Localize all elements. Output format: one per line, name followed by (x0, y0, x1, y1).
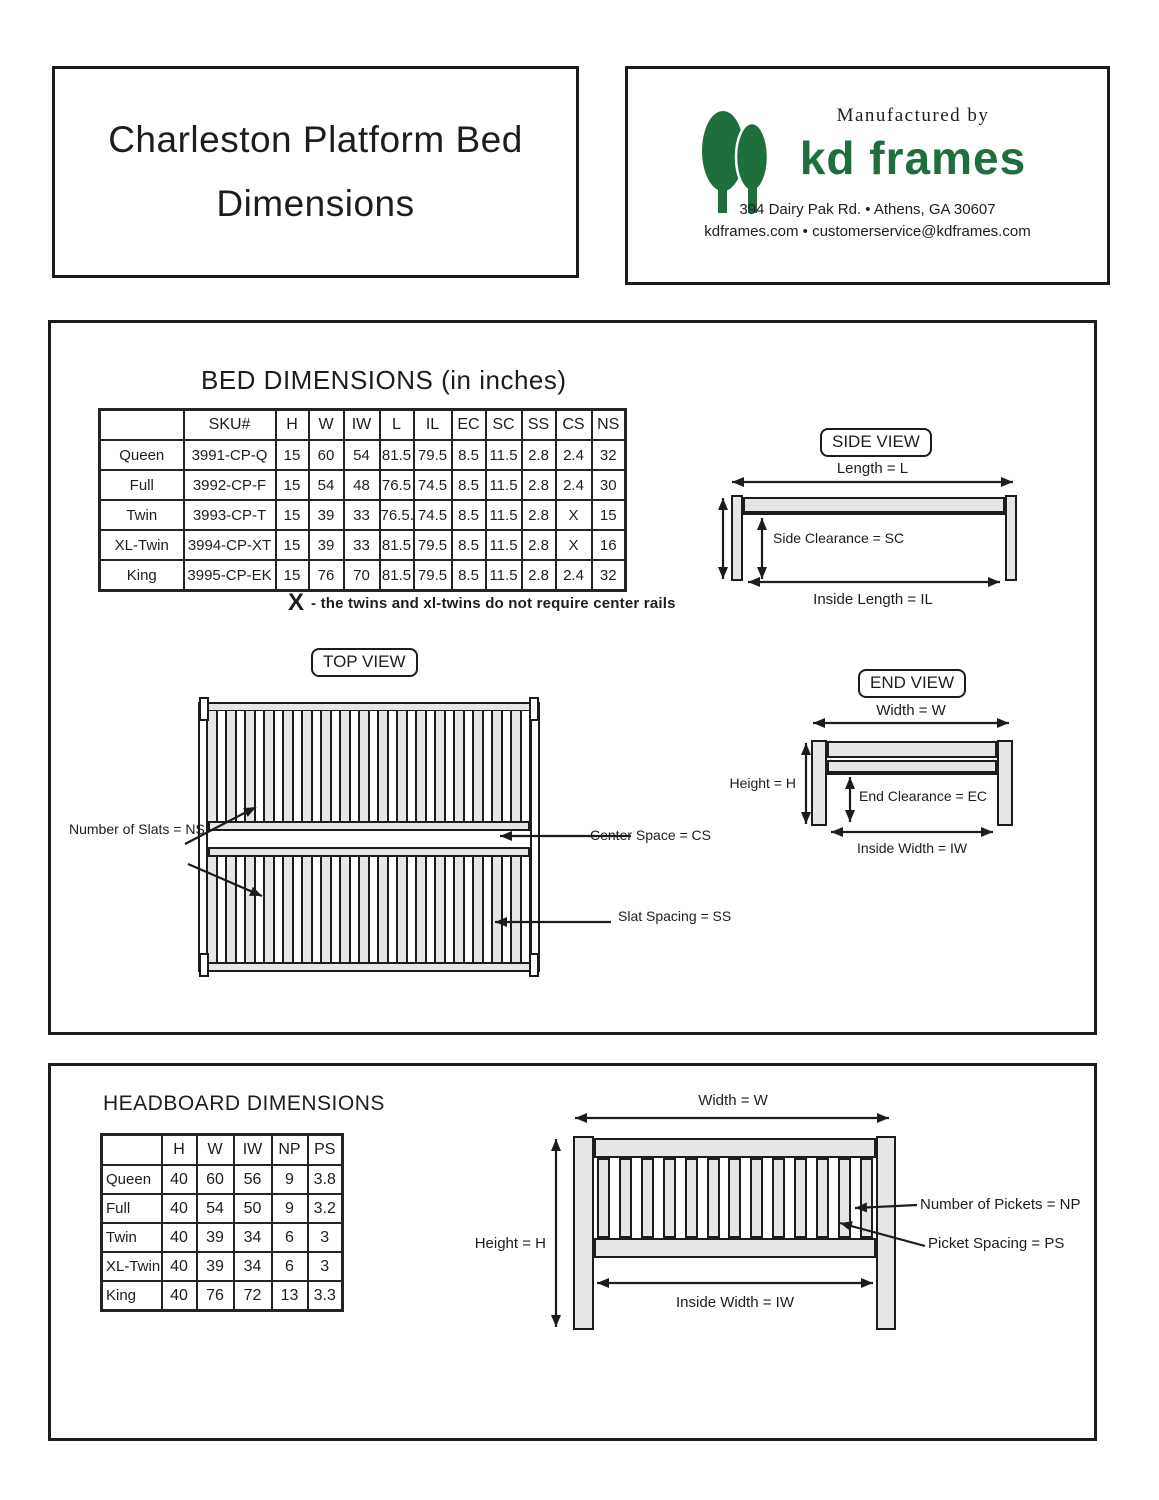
slat-gap (227, 857, 235, 962)
slat-gap (398, 711, 406, 821)
table-cell: 8.5 (452, 500, 486, 530)
table-cell: 8.5 (452, 470, 486, 500)
slat-gap (417, 857, 425, 962)
table-row (100, 560, 626, 591)
note-x-symbol: X (288, 589, 305, 616)
side-view-left-leg (731, 495, 743, 581)
column-header (100, 410, 184, 441)
slat (444, 711, 455, 821)
table-cell: 76.5. (380, 500, 414, 530)
slat (311, 711, 322, 821)
slat-gap (474, 857, 482, 962)
side-view-label: SIDE VIEW (820, 428, 932, 457)
column-header: CS (556, 410, 592, 441)
slat-gap (227, 711, 235, 821)
slat (273, 711, 284, 821)
table-cell: 39 (309, 500, 344, 530)
table-cell: 3.3 (308, 1281, 343, 1311)
table-cell: 15 (592, 500, 626, 530)
table-cell: 39 (197, 1223, 234, 1252)
manufactured-by-text: Manufactured by (836, 105, 990, 126)
top-view-right-rail (530, 702, 540, 972)
column-header: L (380, 410, 414, 441)
slat-gap (436, 857, 444, 962)
slat-gap (341, 857, 349, 962)
table-cell: 39 (309, 530, 344, 560)
length-label: Length = L (836, 460, 909, 477)
slat (368, 857, 379, 962)
slat (444, 857, 455, 962)
bed-section-title: BED DIMENSIONS (in inches) (201, 365, 567, 395)
slat (292, 857, 303, 962)
table-cell: 11.5 (486, 530, 522, 560)
table-cell: 39 (197, 1252, 234, 1281)
top-view-diagram (198, 698, 540, 976)
table-cell: 54 (309, 470, 344, 500)
slat (406, 857, 417, 962)
slat (216, 711, 227, 821)
table-cell: 6 (272, 1223, 308, 1252)
header-row (102, 1135, 343, 1166)
table-cell: 15 (276, 500, 309, 530)
slat (520, 711, 530, 821)
table-cell: 15 (276, 530, 309, 560)
slat (463, 857, 474, 962)
slat-gap (379, 711, 387, 821)
column-header: H (276, 410, 309, 441)
end-view-right-leg (997, 740, 1013, 826)
top-view-corner-post (199, 697, 209, 721)
table-cell: 56 (234, 1165, 272, 1194)
headboard-height-label: Height = H (474, 1235, 546, 1252)
slat (425, 711, 436, 821)
end-view-left-leg (811, 740, 827, 826)
slat-gap (246, 711, 254, 821)
table-cell: 3993-CP-T (184, 500, 276, 530)
table-cell: 3991-CP-Q (184, 440, 276, 470)
slat (216, 857, 227, 962)
end-view-top-rail (827, 741, 997, 758)
picket (794, 1158, 807, 1238)
table-cell: 74.5 (414, 470, 452, 500)
row-label: King (100, 560, 184, 591)
center-space-label: Center Space = CS (590, 827, 712, 843)
slat-gap (284, 857, 292, 962)
slat (425, 857, 436, 962)
slat (387, 711, 398, 821)
column-header: SC (486, 410, 522, 441)
headboard-top-rail (594, 1138, 876, 1158)
slat-gap (284, 711, 292, 821)
table-row (100, 470, 626, 500)
table-cell: 3992-CP-F (184, 470, 276, 500)
end-inside-width-label: Inside Width = IW (856, 840, 968, 856)
page-title-line2: Dimensions (216, 183, 415, 224)
table-cell: 74.5 (414, 500, 452, 530)
table-cell: 3994-CP-XT (184, 530, 276, 560)
row-label: XL-Twin (100, 530, 184, 560)
table-row (102, 1281, 343, 1311)
table-cell: 2.8 (522, 560, 556, 591)
inside-length-label: Inside Length = IL (813, 591, 933, 608)
slat-gap (398, 857, 406, 962)
table-cell: 40 (162, 1252, 197, 1281)
headboard-inside-width-label: Inside Width = IW (676, 1294, 794, 1311)
top-view-left-rail (198, 702, 208, 972)
picket (838, 1158, 851, 1238)
table-cell: 2.8 (522, 500, 556, 530)
table-cell: 3.2 (308, 1194, 343, 1223)
slat (254, 711, 265, 821)
top-view-foot-rail (206, 962, 532, 972)
table-cell: 70 (344, 560, 380, 591)
top-view-corner-post (529, 697, 539, 721)
table-cell: 32 (592, 560, 626, 591)
table-cell: 79.5 (414, 530, 452, 560)
table-cell: X (556, 530, 592, 560)
table-cell: 79.5 (414, 440, 452, 470)
slat (330, 711, 341, 821)
slat (254, 857, 265, 962)
table-row (102, 1223, 343, 1252)
table-cell: 15 (276, 470, 309, 500)
slat (349, 711, 360, 821)
table-cell: 40 (162, 1281, 197, 1311)
top-view-label: TOP VIEW (311, 648, 418, 677)
headboard-pickets (594, 1158, 876, 1238)
number-of-slats-label: Number of Slats = NS (69, 821, 205, 837)
page-title: Charleston Platform Bed (108, 119, 523, 160)
table-cell: 50 (234, 1194, 272, 1223)
table-cell: 76.5 (380, 470, 414, 500)
table-cell: 3 (308, 1252, 343, 1281)
center-rail-note (288, 589, 676, 617)
row-label: Full (102, 1194, 162, 1223)
top-view-upper-slats (208, 711, 530, 821)
slat-gap (322, 711, 330, 821)
slat (482, 711, 493, 821)
headboard-width-label: Width = W (698, 1092, 768, 1109)
slat-gap (265, 857, 273, 962)
slat (330, 857, 341, 962)
bed-dimensions-table (98, 408, 627, 592)
table-cell: 76 (309, 560, 344, 591)
table-cell: 48 (344, 470, 380, 500)
slat (387, 857, 398, 962)
number-of-pickets-label: Number of Pickets = NP (920, 1196, 1081, 1213)
table-cell: 2.8 (522, 440, 556, 470)
slat-gap (455, 857, 463, 962)
picket (728, 1158, 741, 1238)
column-header: NP (272, 1135, 308, 1166)
column-header (102, 1135, 162, 1166)
column-header: W (309, 410, 344, 441)
headboard-section-title: HEADBOARD DIMENSIONS (103, 1092, 385, 1115)
table-cell: 3 (308, 1223, 343, 1252)
brand-address: 394 Dairy Pak Rd. • Athens, GA 30607 (739, 201, 996, 218)
side-view-right-leg (1005, 495, 1017, 581)
table-cell: 33 (344, 530, 380, 560)
end-view-slat-rail (827, 760, 997, 775)
row-label: Queen (100, 440, 184, 470)
table-row (102, 1252, 343, 1281)
table-cell: 81.5 (380, 440, 414, 470)
column-header: NS (592, 410, 626, 441)
table-row (100, 440, 626, 470)
table-cell: 81.5 (380, 530, 414, 560)
slat-gap (512, 711, 520, 821)
slat (273, 857, 284, 962)
table-cell: 32 (592, 440, 626, 470)
table-cell: 72 (234, 1281, 272, 1311)
slat (368, 711, 379, 821)
headboard-bottom-rail (594, 1238, 876, 1258)
table-cell: 2.4 (556, 560, 592, 591)
slat-gap (493, 711, 501, 821)
slat (292, 711, 303, 821)
picket (641, 1158, 654, 1238)
brand-name: kd frames (799, 132, 1027, 184)
table-cell: 9 (272, 1194, 308, 1223)
brand-contact: kdframes.com • customerservice@kdframes.com (704, 223, 1031, 240)
table-cell: 33 (344, 500, 380, 530)
note-text: - the twins and xl-twins do not require center rails (311, 594, 676, 612)
table-cell: 11.5 (486, 470, 522, 500)
row-label: XL-Twin (102, 1252, 162, 1281)
top-view-lower-slats (208, 857, 530, 962)
table-cell: 16 (592, 530, 626, 560)
table-cell: 76 (197, 1281, 234, 1311)
headboard-dimensions-table (100, 1133, 344, 1312)
table-cell: 34 (234, 1252, 272, 1281)
end-height-label: Height = H (729, 775, 796, 791)
slat-gap (208, 711, 216, 821)
slat-gap (493, 857, 501, 962)
slat-gap (512, 857, 520, 962)
table-cell: 15 (276, 560, 309, 591)
slat-gap (303, 857, 311, 962)
slat-gap (455, 711, 463, 821)
headboard-left-post (573, 1136, 594, 1330)
column-header: IW (344, 410, 380, 441)
picket (860, 1158, 873, 1238)
table-cell: 3.8 (308, 1165, 343, 1194)
slat-gap (379, 857, 387, 962)
slat-gap (417, 711, 425, 821)
table-cell: 15 (276, 440, 309, 470)
column-header: IW (234, 1135, 272, 1166)
end-width-label: Width = W (876, 702, 946, 719)
slat-gap (436, 711, 444, 821)
headboard-section (48, 1063, 1097, 1441)
table-cell: 40 (162, 1223, 197, 1252)
table-cell: 2.4 (556, 440, 592, 470)
top-view-corner-post (529, 953, 539, 977)
table-cell: 13 (272, 1281, 308, 1311)
table-cell: 3995-CP-EK (184, 560, 276, 591)
slat-gap (246, 857, 254, 962)
table-row (100, 500, 626, 530)
slat-gap (341, 711, 349, 821)
slat (482, 857, 493, 962)
table-cell: 79.5 (414, 560, 452, 591)
column-header: H (162, 1135, 197, 1166)
header-row (100, 410, 626, 441)
table-row (102, 1165, 343, 1194)
picket (619, 1158, 632, 1238)
table-row (102, 1194, 343, 1223)
table-cell: 2.8 (522, 530, 556, 560)
row-label: Twin (100, 500, 184, 530)
slat-gap (322, 857, 330, 962)
table-cell: 11.5 (486, 560, 522, 591)
slat-gap (265, 711, 273, 821)
slat (311, 857, 322, 962)
row-label: King (102, 1281, 162, 1311)
table-cell: 34 (234, 1223, 272, 1252)
table-cell: 60 (197, 1165, 234, 1194)
table-cell: 8.5 (452, 440, 486, 470)
picket (663, 1158, 676, 1238)
table-cell: 8.5 (452, 530, 486, 560)
row-label: Queen (102, 1165, 162, 1194)
column-header: SS (522, 410, 556, 441)
slat (463, 711, 474, 821)
end-view-label: END VIEW (858, 669, 966, 698)
table-cell: 54 (197, 1194, 234, 1223)
picket-spacing-label: Picket Spacing = PS (928, 1235, 1065, 1252)
slat (501, 857, 512, 962)
slat (501, 711, 512, 821)
slat (520, 857, 530, 962)
table-cell: 81.5 (380, 560, 414, 591)
slat (349, 857, 360, 962)
side-view-rail (743, 497, 1005, 515)
row-label: Twin (102, 1223, 162, 1252)
table-cell: 6 (272, 1252, 308, 1281)
table-cell: 8.5 (452, 560, 486, 591)
column-header: SKU# (184, 410, 276, 441)
top-view-center-rail-bottom (208, 847, 530, 857)
slat-gap (208, 857, 216, 962)
picket (597, 1158, 610, 1238)
column-header: IL (414, 410, 452, 441)
document-title-box (52, 66, 579, 278)
table-cell: 11.5 (486, 500, 522, 530)
picket (707, 1158, 720, 1238)
slat (235, 711, 246, 821)
picket (772, 1158, 785, 1238)
column-header: PS (308, 1135, 343, 1166)
picket (750, 1158, 763, 1238)
table-cell: 2.4 (556, 470, 592, 500)
table-cell: 60 (309, 440, 344, 470)
headboard-right-post (876, 1136, 896, 1330)
table-cell: X (556, 500, 592, 530)
top-view-corner-post (199, 953, 209, 977)
table-cell: 54 (344, 440, 380, 470)
table-cell: 11.5 (486, 440, 522, 470)
table-cell: 40 (162, 1194, 197, 1223)
column-header: W (197, 1135, 234, 1166)
picket (685, 1158, 698, 1238)
table-cell: 30 (592, 470, 626, 500)
table-cell: 9 (272, 1165, 308, 1194)
picket (816, 1158, 829, 1238)
table-row (100, 530, 626, 560)
table-cell: 40 (162, 1165, 197, 1194)
top-view-center-rail-top (208, 821, 530, 831)
slat-gap (360, 711, 368, 821)
slat-gap (303, 711, 311, 821)
slat (235, 857, 246, 962)
slat-gap (474, 711, 482, 821)
table-cell: 2.8 (522, 470, 556, 500)
side-clearance-label: Side Clearance = SC (773, 530, 905, 546)
slat-spacing-label: Slat Spacing = SS (618, 908, 732, 924)
column-header: EC (452, 410, 486, 441)
end-clearance-label: End Clearance = EC (859, 788, 988, 804)
row-label: Full (100, 470, 184, 500)
manufacturer-box (625, 66, 1110, 285)
bed-dimensions-section (48, 320, 1097, 1035)
slat (406, 711, 417, 821)
slat-gap (360, 857, 368, 962)
